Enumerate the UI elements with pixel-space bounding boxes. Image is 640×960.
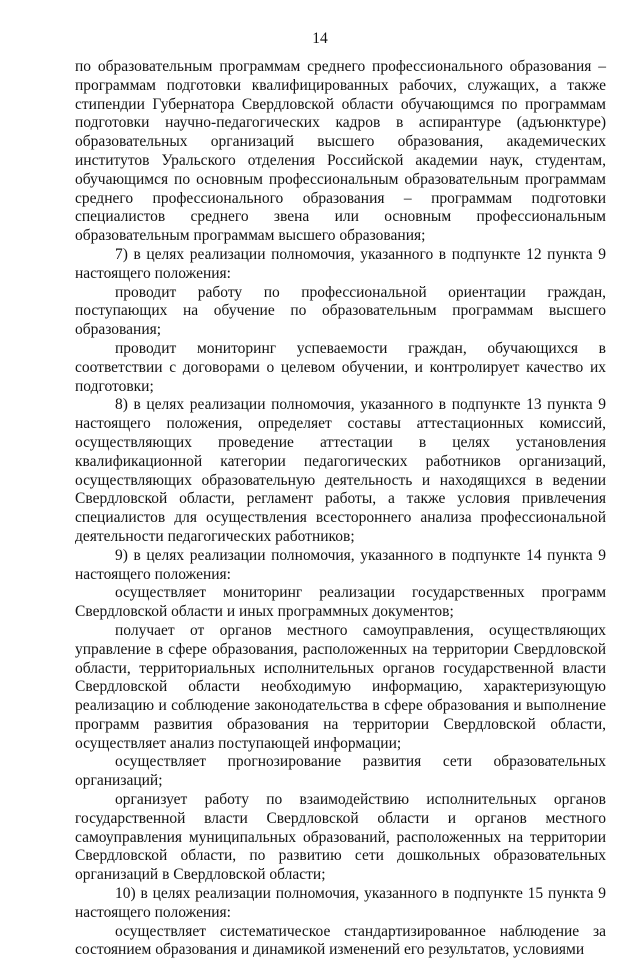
paragraph: осуществляет мониторинг реализации государственных программ Свердловской области и иных программных документов; (75, 584, 606, 621)
paragraph: 10) в целях реализации полномочия, указанного в подпункте 15 пункта 9 настоящего положения: (75, 885, 606, 921)
paragraph: по образовательным программам среднего профессионального образования – программам подготовки квалифицированных рабочих, служащих, а также стипендии Губернатора Свердловской области обучающимся по программам подготовки научно-педагогических кадров в аспирантуре (адъюнктуре) образовательных организаций высшего образования, академических институтов Уральского отделения Российской академии наук, студентам, обучающимся по основным профессиональным образовательным программам среднего профессионального образования – программам подготовки специалистов среднего звена или основным профессиональным образовательным программам высшего образования; (75, 58, 606, 245)
paragraph: получает от органов местного самоуправления, осуществляющих управление в сфере образования, расположенных на территории Свердловской области, территориальных исполнительных органов государственной власти Свердловской области необходимую информацию, характеризующую реализацию и соблюдение законодательства в сфере образования и выполнение программ развития образования на территории Свердловской области, осуществляет анализ поступающей информации; (75, 621, 606, 752)
paragraph: 8) в целях реализации полномочия, указанного в подпункте 13 пункта 9 настоящего положения, определяет составы аттестационных комиссий, осуществляющих проведение аттестации в целях установления квалификационной категории педагогических работников организаций, осуществляющих образовательную деятельность и находящихся в ведении Свердловской области, регламент работы, а также условия привлечения специалистов для осуществления всестороннего анализа профессиональной деятельности педагогических работников; (75, 396, 606, 545)
paragraph: организует работу по взаимодействию исполнительных органов государственной власти Свердловской области и органов местного самоуправления муниципальных образований, расположенных на территории Свердловской области, по развитию сети дошкольных образовательных организаций в Свердловской области; (75, 791, 606, 884)
paragraph: осуществляет прогнозирование развития сети образовательных организаций; (75, 753, 606, 790)
paragraph: проводит мониторинг успеваемости граждан, обучающихся в соответствии с договорами о целевом обучении, и контролирует качество их подготовки; (75, 339, 606, 395)
page-number: 14 (312, 30, 328, 47)
paragraph: осуществляет систематическое стандартизированное наблюдение за состоянием образования и динамикой изменений его результатов, условиями (75, 922, 606, 959)
paragraph: 9) в целях реализации полномочия, указанного в подпункте 14 пункта 9 настоящего положения: (75, 546, 606, 583)
paragraph: 7) в целях реализации полномочия, указанного в подпункте 12 пункта 9 настоящего положения: (75, 245, 606, 282)
body-text (75, 58, 606, 960)
paragraph: проводит работу по профессиональной ориентации граждан, поступающих на обучение по образовательным программам высшего образования; (75, 283, 606, 339)
